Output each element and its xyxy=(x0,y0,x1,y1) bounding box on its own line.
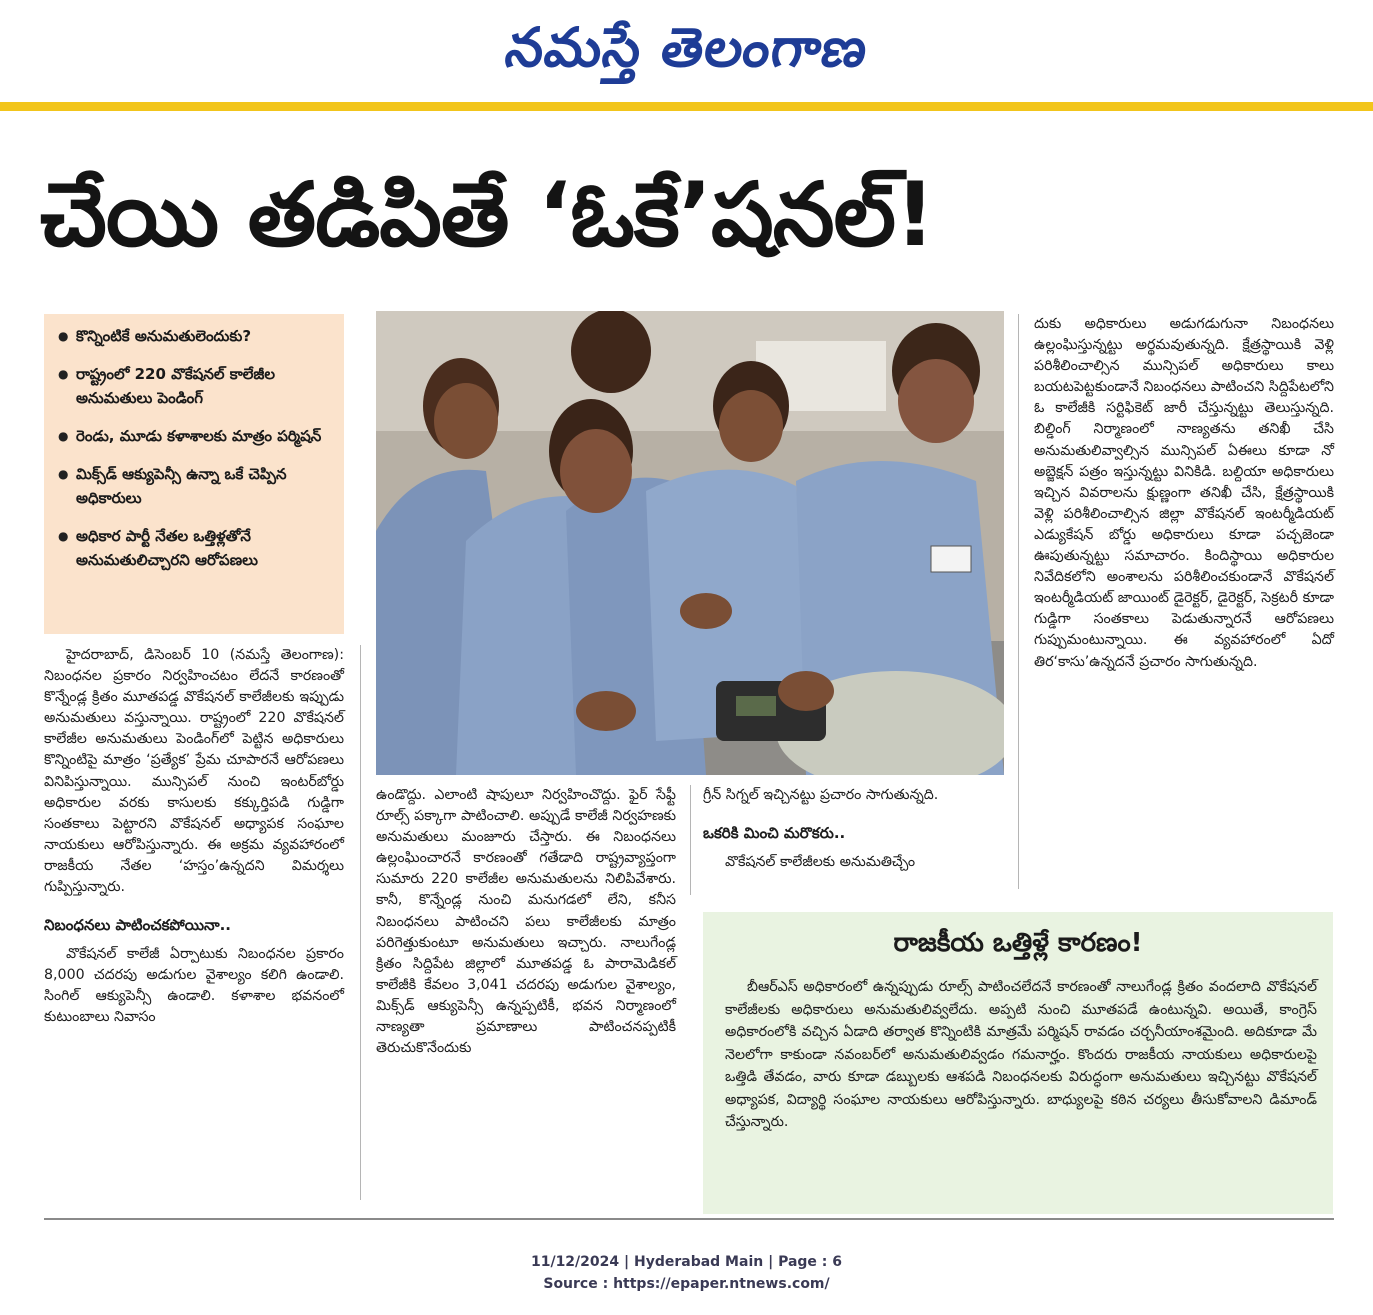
highlight-item: ● అధికార పార్టీ నేతల ఒత్తిళ్లతోనే అనుమతులిచ్చారని ఆరోపణలు xyxy=(58,524,338,572)
masthead xyxy=(0,0,1373,100)
students-workshop-illustration xyxy=(376,311,1004,775)
highlights-box xyxy=(44,314,344,634)
column-divider xyxy=(360,645,361,1200)
article-paragraph: గ్రీన్‌ సిగ్నల్‌ ఇచ్చినట్టు ప్రచారం సాగుతున్నది. xyxy=(703,787,939,803)
article-paragraph: ఉండొద్దు. ఎలాంటి షాపులూ నిర్వహించొద్దు. ఫైర్‌ సేఫ్టీ రూల్స్‌ పక్కాగా పాటించాలి. అప్పుడే కాలేజీ నిర్వహణకు అనుమతులు మంజూరు చేస్తారు. ఈ నిబంధనలు ఉల్లంఘించారనే కారణంతో గతేడాది రాష్ట్రవ్యాప్తంగా సుమారు 220 కాలేజీల అనుమతులను నిలిపివేశారు. కానీ, కొన్నేండ్ల నుంచి మనుగడలో లేని, కనీస నిబంధనలు పాటించని పలు కాలేజీలకు మాత్రం పరిగెత్తుకుంటూ అనుమతులు ఇచ్చారు. నాలుగేండ్ల క్రితం సిద్దిపేట జిల్లాలో మూతపడ్డ ఓ పారామెడికల్‌ కాలేజీకి కేవలం 3,041 చదరపు అడుగుల వైశాల్యం, మిక్స్‌డ్‌ ఆక్యుపెన్సీ ఉన్నప్పటికీ, భవన నిర్మాణంలో నాణ్యతా ప్రమాణాలు పాటించనప్పటికీ తెరుచుకొనేందుకు xyxy=(376,787,676,1057)
subheading: ఒకరికి మించి మరొకరు.. xyxy=(703,824,846,843)
article-intro: హైదరాబాద్‌, డిసెంబర్‌ 10 (నమస్తే తెలంగాణ): నిబంధనల ప్రకారం నిర్వహించటం లేదనే కారణంతో కొన్నేండ్ల క్రితం మూతపడ్డ వొకేషనల్‌ కాలేజీలకు ఇప్పుడు అనుమతులు వస్తున్నాయి. రాష్ట్రంలో 220 వొకేషనల్‌ కాలేజీల అనుమతులు పెండింగ్‌లో పెట్టిన అధికారులు కొన్నింటిపై మాత్రం ‘ప్రత్యేక’ ప్రేమ చూపారనే ఆరోపణలు వినిపిస్తున్నాయి. మున్సిపల్‌ నుంచి ఇంటర్‌బోర్డు అధికారుల వరకు కాసులకు కక్కుర్తిపడి గుడ్డిగా సంతకాలు పెట్టారని వొకేషనల్‌ అధ్యాపక సంఘాల నాయకులు ఆరోపిస్తున్నారు. ఈ అక్రమ వ్యవహారంలో రాజకీయ నేతల ‘హస్తం’ఉన్నదని విమర్శలు గుప్పిస్తున్నారు. xyxy=(44,647,344,896)
highlight-item: ● రాష్ట్రంలో 220 వొకేషనల్‌ కాలేజీల అనుమతులు పెండింగ్‌ xyxy=(58,362,338,410)
source-link[interactable]: Source : https://epaper.ntnews.com/ xyxy=(543,1276,830,1292)
column-divider xyxy=(690,785,691,895)
highlight-item: ● రెండు, మూడు కళాశాలకు మాత్రం పర్మిషన్‌ xyxy=(58,424,338,448)
article-column-1 xyxy=(44,645,344,1029)
article-column-4 xyxy=(1034,314,1334,673)
masthead-rule xyxy=(0,102,1373,111)
article-paragraph: దుకు అధికారులు అడుగడుగునా నిబంధనలు ఉల్లంఘిస్తున్నట్టు అర్థమవుతున్నది. క్షేత్రస్థాయికి వెళ్లి పరిశీలించాల్సిన మున్సిపల్‌ అధికారులు కాలు బయటపెట్టకుండానే నిబంధనలు పాటించని సిద్దిపేటలోని ఓ కాలేజీకి సర్టిఫికెట్‌ జారీ చేస్తున్నట్టు తెలుస్తున్నది. బిల్డింగ్‌ నిర్మాణంలో నాణ్యతను తనిఖీ చేసి అనుమతులివ్వాల్సిన మున్సిపల్‌ ఏఈలు కూడా నో అబ్జెక్షన్‌ పత్రం ఇస్తున్నట్టు వినికిడి. బల్దియా అధికారులు ఇచ్చిన వివరాలను క్షుణ్ణంగా తనిఖీ చేసి, క్షేత్రస్థాయికి వెళ్లి పరిశీలించాల్సిన జిల్లా వొకేషనల్‌ ఇంటర్మీడియట్‌ ఎడ్యుకేషన్‌ బోర్డు అధికారులు కూడా పచ్చజెండా ఊపుతున్నట్టు సమాచారం. కిందిస్థాయి అధికారుల నివేదికలోని అంశాలను పరిశీలించకుండానే వొకేషనల్‌ ఇంటర్మీడియట్‌ జాయింట్‌ డైరెక్టర్‌, డైరెక్టర్‌, సెక్రటరీ కూడా గుడ్డిగా సంతకాలు పెడుతున్నారనే ఆరోపణలు గుప్పుమంటున్నాయి. ఈ వ్యవహారంలో ఏదో తిర‘కాసు’ఉన్నదనే ప్రచారం సాగుతున్నది. xyxy=(1034,316,1334,670)
highlight-item: ● కొన్నింటికే అనుమతులెందుకు? xyxy=(58,324,338,348)
page-info: 11/12/2024 | Hyderabad Main | Page : 6 xyxy=(530,1254,843,1270)
subheading: నిబంధనలు పాటించకపోయినా.. xyxy=(44,916,231,935)
highlight-item: ● మిక్స్‌డ్‌ ఆక్యుపెన్సీ ఉన్నా ఒకే చెప్పిన అధికారులు xyxy=(58,462,338,510)
newspaper-logo: నమస్తే తెలంగాణ xyxy=(501,16,872,79)
news-photo xyxy=(376,311,1004,775)
article-paragraph: వొకేషనల్‌ కాలేజీలకు అనుమతిచ్చేం xyxy=(725,854,916,871)
article-paragraph: వొకేషనల్‌ కాలేజీ ఏర్పాటుకు నిబంధనల ప్రకారం 8,000 చదరపు అడుగుల వైశాల్యం కలిగి ఉండాలి. సింగిల్‌ ఆక్యుపెన్సీ ఉండాలి. కళాశాల భవనంలో కుటుంబాలు నివాసం xyxy=(44,946,344,1026)
page-bottom-rule xyxy=(44,1218,1334,1220)
article-column-2 xyxy=(376,785,676,1059)
sidebar-story-body: బీఆర్‌ఎస్‌ అధికారంలో ఉన్నప్పుడు రూల్స్‌ పాటించలేదనే కారణంతో నాలుగేండ్ల క్రితం వందలాది వొకేషనల్‌ కాలేజీలకు అధికారులు అనుమతులివ్వలేదు. అప్పటి నుంచి మూతపడే ఉంటున్నవి. అయితే, కాంగ్రెస్‌ అధికారంలోకి వచ్చిన ఏడాది తర్వాత కొన్నింటికి మాత్రమే పర్మిషన్‌ రావడం చర్చనీయాంశమైంది. అదికూడా మే నెలలోగా కాకుండా నవంబర్‌లో అనుమతులివ్వడం గమనార్హం. కొందరు రాజకీయ నాయకులు అధికారులపై ఒత్తిడి తేవడం, వారు కూడా డబ్బులకు ఆశపడి నిబంధనలకు విరుద్ధంగా అనుమతులు ఇచ్చినట్టు వొకేషనల్‌ అధ్యాపక, విద్యార్థి సంఘాల నాయకులు ఆరోపిస్తున్నారు. బాధ్యులపై కఠిన చర్యలు తీసుకోవాలని డిమాండ్‌ చేస్తున్నారు. xyxy=(725,979,1317,1130)
headline: చేయి తడిపితే ‘ఓకే’షనల్‌! xyxy=(40,163,935,266)
column-divider xyxy=(1018,314,1019,889)
article-column-3 xyxy=(703,785,1003,873)
sidebar-story-title: రాజకీయ ఒత్తిళ్లే కారణం! xyxy=(893,928,1143,958)
sidebar-story-box xyxy=(703,912,1333,1214)
